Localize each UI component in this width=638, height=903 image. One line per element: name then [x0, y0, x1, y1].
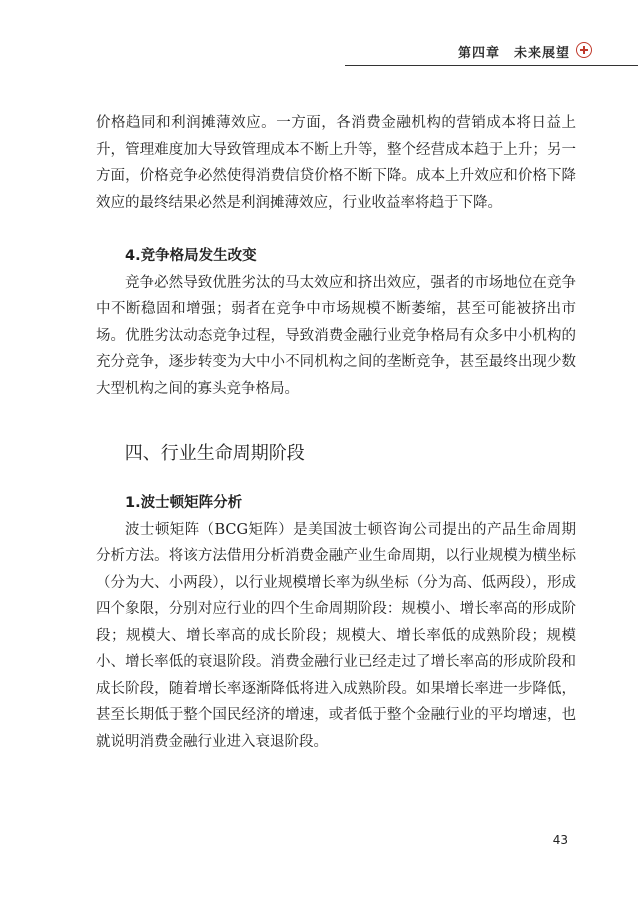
- red-seal-icon: [576, 42, 592, 58]
- subsection-4-block: [96, 243, 576, 402]
- subsection-paragraph: 竞争必然导致优胜劣汰的马太效应和挤出效应，强者的市场地位在竞争中不断稳固和增强；弱者在竞争中市场规模不断萎缩，甚至可能被挤出市场。优胜劣汰动态竞争过程，导致消费金融行业竞争格局有众多中小机构的充分竞争，逐步转变为大中小不同机构之间的垄断竞争，甚至最终出现少数大型机构之间的寡头竞争格局。: [96, 274, 576, 397]
- subsection-1-block: [96, 490, 576, 755]
- page-number: 43: [552, 833, 568, 847]
- subsection-heading: 4.竞争格局发生改变: [125, 248, 257, 264]
- section-title: 四、行业生命周期阶段: [124, 443, 305, 464]
- section-title-block: [96, 441, 576, 467]
- header-divider: [345, 65, 638, 66]
- paragraph-continued-block: [96, 110, 576, 216]
- paragraph-continued: 价格趋同和利润摊薄效应。一方面，各消费金融机构的营销成本将日益上升，管理难度加大导致管理成本不断上升等，整个经营成本趋于上升；另一方面，价格竞争必然使得消费信贷价格不断下降。成本上升效应和价格下降效应的最终结果必然是利润摊薄效应，行业收益率将趋于下降。: [96, 115, 576, 211]
- subsection-heading: 1.波士顿矩阵分析: [125, 495, 243, 511]
- chapter-title: 第四章 未来展望: [457, 46, 570, 61]
- subsection-paragraph: 波士顿矩阵（BCG矩阵）是美国波士顿咨询公司提出的产品生命周期分析方法。将该方法借用分析消费金融产业生命周期，以行业规模为横坐标（分为大、小两段），以行业规模增长率为纵坐标（分为高、低两段），形成四个象限，分别对应行业的四个生命周期阶段：规模小、增长率高的形成阶段；规模大、增长率高的成长阶段；规模大、增长率低的成熟阶段；规模小、增长率低的衰退阶段。消费金融行业已经走过了增长率高的形成阶段和成长阶段，随着增长率逐渐降低将进入成熟阶段。如果增长率进一步降低，甚至长期低于整个国民经济的增速，或者低于整个金融行业的平均增速，也就说明消费金融行业进入衰退阶段。: [96, 521, 576, 750]
